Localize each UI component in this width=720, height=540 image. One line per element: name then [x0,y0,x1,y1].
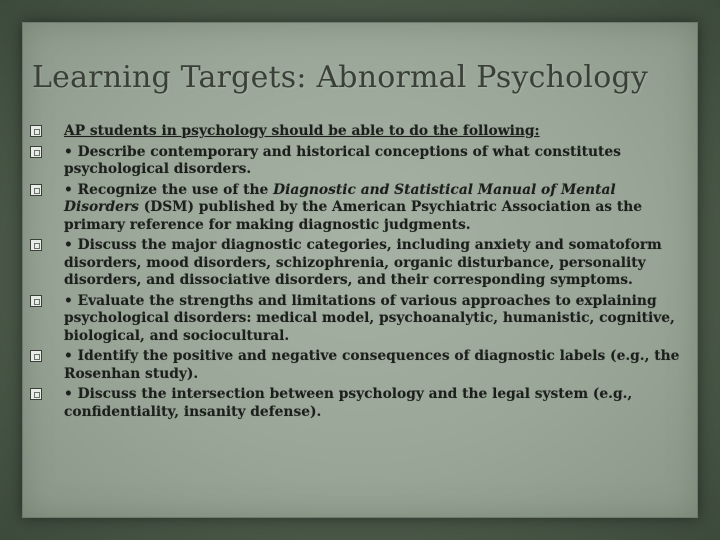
bullet-recognize [30,182,690,235]
bullet-describe [30,144,690,179]
bullet-text: • Describe contemporary and historical conceptions of what constitutes psychological disorders. [64,143,621,177]
bullet-evaluate [30,293,690,346]
square-bullet-icon [30,125,42,137]
square-bullet-icon [30,350,42,362]
bullet-text: • Identify the positive and negative consequences of diagnostic labels (e.g., the Rosenhan study). [64,348,680,382]
bullet-text: AP students in psychology should be able to do the following: [64,123,540,139]
bullet-discuss-legal [30,386,690,421]
dsm-title: Diagnostic and Statistical Manual of Mental Disorders [64,181,616,215]
bullet-list [30,123,690,421]
square-bullet-icon [30,239,42,251]
square-bullet-icon [30,388,42,400]
bullet-discuss-categories [30,237,690,290]
bullet-text-before: • Recognize the use of the [64,181,274,198]
bullet-text-after: (DSM) published by the American Psychiatric Association as the primary reference for making diagnostic judgments. [64,199,643,233]
bullet-intro [30,123,690,141]
bullet-text: • Discuss the intersection between psychology and the legal system (e.g., confidentiality, insanity defense). [64,386,633,420]
slide-title: Learning Targets: Abnormal Psychology [32,60,649,95]
bullet-text: • Discuss the major diagnostic categories, including anxiety and somatoform disorders, mood disorders, schizophrenia, organic disturbance, personality disorders, and dissociative disorders, and their corresponding symptoms. [64,237,662,288]
square-bullet-icon [30,184,42,196]
bullet-identify [30,348,690,383]
bullet-text: • Evaluate the strengths and limitations of various approaches to explaining psychological disorders: medical model, psychoanalytic, humanistic, cognitive, biological, and sociocultural. [64,292,675,344]
square-bullet-icon [30,295,42,307]
square-bullet-icon [30,146,42,158]
